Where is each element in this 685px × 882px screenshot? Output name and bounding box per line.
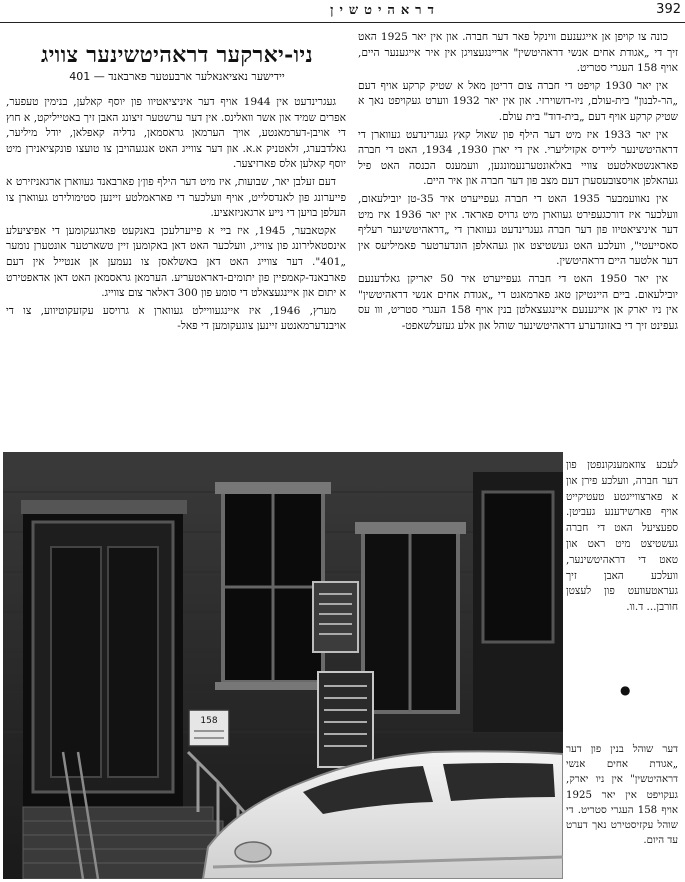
paragraph: מערץ, 1946, איז איינגעוויילט געווארן א גרויסע עקזעקוטיווע, צו די אויבנדערמאנטע זיינען צוגעקומען די פאל- xyxy=(6,304,346,333)
article-subheadline xyxy=(6,70,348,83)
photo-caption: דער שוהל בנין פון דער „אגודת אחים אנשי דראהיטשין" אין ניו יארק, געקויפט אין יאר 1925 אויף 158 העגרי סטריט. די שוהל עקזיסטירט נאך דערט עד היום. xyxy=(566,744,678,847)
paragraph: אקטאבער, 1945, איז ביי א פייערלעכן באנקעט פארגעקומען די אפיציעלע אינסטאלירונג פון צווייג, וועלכער האט דאן באקומען זיין טשארטער אונטערן נומער „401". דער צווייג האט דאן באשלאסן צו נעמען אן אנטייל אין דעם פארבאנד-קאמפיין פון יתומים-דאראטעריע. הערמאן גראסמאן האט דאן אדאפטירט א יתום און איינגעצאלט די סומע פון 300 דאלאר צום צווייג. xyxy=(6,224,346,300)
synagogue-building-photo xyxy=(3,452,563,879)
paragraph: אין יאר 1950 האט די חברה געפייערט איר 50 יאריקן גאלדענעם יובילעאום. ביים היינטיקן טאג פארמאגט די „אגודת אחים אנשי דראהיטשין" אין ניו יארק אן אייגענעם איינגעצאלטן בנין אויף 158 העגרי סטריט, ווו עס געפינט זיך די באזונדערע דראהיטשינער שוהל און אלע געזעלשאפט- xyxy=(358,272,678,332)
paragraph: אין נאוועמבער 1935 האט די חברה געפייערט איר 35-טן יובילעאום, וועלכער איז דורכגעפירט געווארן מיט גרויס פאראד. אין יאר 1936 איז מיט דער איניציאטיוו פון דער חברה געגרינדעט געווארן די „דראהיטשינער רעליף סאסייעטי", וועלכע האט געשטיצט און געהאלפן הונדערטער פאמיליעס אין דער אלטער היים דראהיטשין. xyxy=(358,192,678,268)
house-number-sign: 158 xyxy=(200,716,218,726)
branch-number: 401 xyxy=(69,70,91,83)
paragraph: דעם זעלבן יאר, שבועות, איז מיט דער הילף פון׳ן פארבאנד געווארן ארגאניזירט א פייערונג פון לאנדסלייט, אויף וועלכער די פאראמלטע זיינען סטימולירט געווארן צו העלפן בויען די נייע ארגאניזאציע. xyxy=(6,175,346,220)
subheadline-text: יידישער נאציאנאלער ארבעטער פארבאנד — xyxy=(93,70,285,83)
bullet-icon: ● xyxy=(620,683,631,697)
paragraph: כונה צו קויפן אן אייגענעם ווינקל פאר דער חברה. און אין יאר 1925 האט זיך די „אגודת אחים אנשי דראהיטשין" אריינגעצויגן אין איר אייגענער היים, אויף 158 העגרי סטריט. xyxy=(358,31,678,75)
running-header xyxy=(0,0,685,23)
paragraph: אין יאר 1930 קויפט די חברה צום דריטן מאל א שטיק קרקע אויף דעם „הר-לבנון" בית-עולם, ניו-דזשוירזי. און אין יאר 1932 ווערט געקויפט נאך א שטיק קרקע אויף דעם „בית-דוד" בית עולם. xyxy=(358,79,678,123)
article-headline: ניו-יארקער דראהיטשינער צוויג xyxy=(41,42,313,68)
paragraph: געגרינדעט אין 1944 אויף דער איניציאטיוו פון יוסף קאלען, בנימין טעפער, אפרים שמיד און אשר וואלינס. אין דער ערשטער זיצונג האבן זיך באטייליקט, א חוץ די אויבן-דערמאנטע, אויך הערמאן גראסמאן, גדליה קאפלאן, יודל מיליער, גאלדבערג, זלאטניק א.א. און דער צווייג האט אנגעהויבן צו טועצו פונקציאנירן מיט יוסף קאלען אלס פארזיצער. xyxy=(6,96,346,171)
right-text-column xyxy=(358,30,678,336)
page-number: 392 xyxy=(656,2,681,17)
paragraph: אין יאר 1933 איז מיט דער הילף פון שאול קאץ געגרינדעט געווארן די דראהיטשינער ליידיס אקזיליערי. אין די יארן 1930, 1934, האט די חברה פאראנשטאלטעט צוויי באלאונטערנעמונגען, וועמענס הכנסה האט פיל געהאלפן אויסצובעסערן דעם מצב פון דער חברה און איר היים. xyxy=(358,128,678,188)
running-title: דראהיטשין xyxy=(330,3,440,18)
photo-wrap-text: לעכע צוזאמענקונפטן פון דער חברה, וועלכע פירן און א פארצווייגטע טעטיקייט אויף פארשידענע געביטן. ספעציעל האט די חברה געשטיצט מיט ראט און טאט די דראהיטשינער, וועלכע האבן זיך געראטעוועט פון לעצטן חורבן... ד.וו. xyxy=(566,459,678,614)
left-text-column xyxy=(6,95,346,337)
